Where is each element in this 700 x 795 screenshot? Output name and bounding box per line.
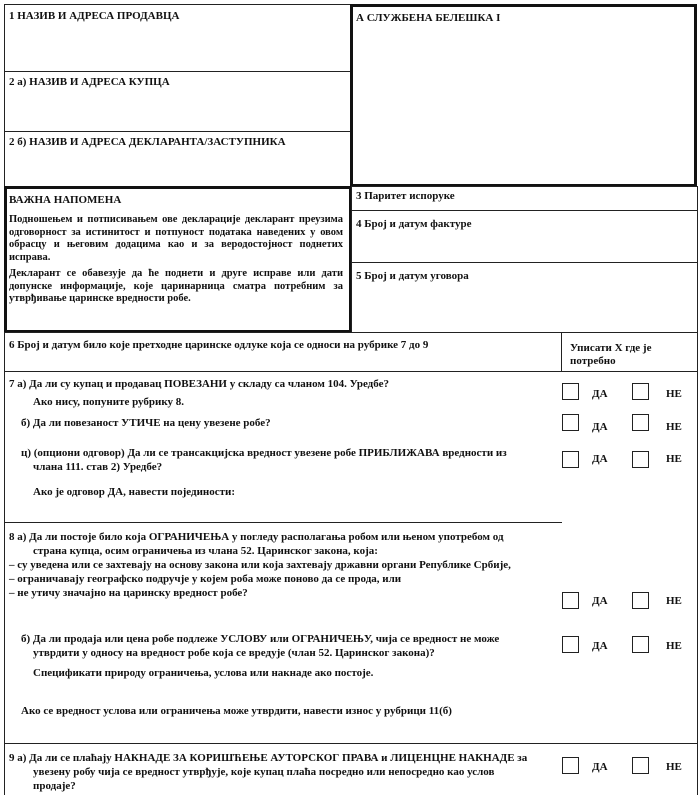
q7a-sub: Ако нису, попуните рубрику 8.	[33, 396, 185, 408]
q7b-yes-checkbox[interactable]	[562, 414, 579, 431]
q7a-yes-checkbox[interactable]	[562, 383, 579, 400]
q8b-no-checkbox[interactable]	[632, 636, 649, 653]
notice-title: ВАЖНА НАПОМЕНА	[9, 194, 122, 206]
section-7-bottom-line	[4, 522, 562, 523]
q7a-text: 7 а) Да ли су купац и продавац ПОВЕЗАНИ у складу са чланом 104. Уредбе?	[9, 378, 389, 390]
q8a-yes-checkbox[interactable]	[562, 592, 579, 609]
q7c-text-2: члана 111. став 2) Уредбе?	[33, 461, 163, 473]
q9a-no-label: НЕ	[666, 761, 682, 773]
field-4-label: 4 Број и датум фактуре	[356, 218, 472, 230]
q7a-no-checkbox[interactable]	[632, 383, 649, 400]
q8a-no-checkbox[interactable]	[632, 592, 649, 609]
field-6-box[interactable]	[4, 332, 562, 372]
q8b-yes-label: ДА	[592, 640, 608, 652]
q8a-text-1: 8 а) Да ли постоје било која ОГРАНИЧЕЊА у погледу располагања робом или њеном употребом од	[9, 531, 504, 543]
q7c-text-1: ц) (опциони одговор) Да ли се трансакцијска вредност увезене робе ПРИБЛИЖАВА вредности из	[21, 447, 507, 459]
q9a-text-2: увезену робу чија се вредност утврђује, које купац плаћа посредно или непосредно као услов	[33, 766, 495, 778]
q8a-list-2: – ограничавају географско подручје у којем роба може поново да се прода, или	[9, 573, 402, 585]
q8b-text-1: б) Да ли продаја или цена робе подлеже УСЛОВУ или ОГРАНИЧЕЊУ, чија се вредност не може	[21, 633, 500, 645]
section-right-border	[697, 371, 698, 795]
q7b-text: б) Да ли повезаност УТИЧЕ на цену увезене робе?	[21, 417, 271, 429]
official-note-box[interactable]	[350, 4, 697, 187]
section-left-border	[4, 371, 5, 795]
field-6-label: 6 Број и датум било које претходне царинске одлуке која се односи на рубрике 7 до 9	[9, 339, 429, 351]
notice-paragraph-2: Декларант се обавезује да ће поднети и друге исправе или дати допунске информације, које царинарница сматра потребним за утврђивање царинске вредности робе.	[9, 268, 343, 304]
q8b-text-2: утврдити у односу на вредност робе која се вредује (члан 52. Царинског закона)?	[33, 647, 435, 659]
q7a-yes-label: ДА	[592, 388, 608, 400]
q8a-list-1: – су уведена или се захтевају на основу закона или која захтевају државни органи Републике Србије,	[9, 559, 511, 571]
q8a-text-2: страна купца, осим ограничења из члана 52. Царинског закона, која:	[33, 545, 378, 557]
official-note-label: А СЛУЖБЕНА БЕЛЕШКА І	[356, 12, 501, 24]
q7b-no-checkbox[interactable]	[632, 414, 649, 431]
q8a-list-3: – не утичу значајно на царинску вредност робе?	[9, 587, 248, 599]
field-1-label: 1 НАЗИВ И АДРЕСА ПРОДАВЦА	[9, 10, 180, 22]
q7c-no-checkbox[interactable]	[632, 451, 649, 468]
q9a-no-checkbox[interactable]	[632, 757, 649, 774]
q7c-no-label: НЕ	[666, 453, 682, 465]
field-5-label: 5 Број и датум уговора	[356, 270, 469, 282]
field-2b-label: 2 б) НАЗИВ И АДРЕСА ДЕКЛАРАНТА/ЗАСТУПНИКА	[9, 136, 286, 148]
notice-paragraph-1: Подношењем и потписивањем ове декларације декларант преузима одговорност за истинитост и потпуност података наведених у овом обрасцу и његовим додацима као и за веродостојност поднетих исправа.	[9, 214, 343, 263]
q8a-no-label: НЕ	[666, 595, 682, 607]
q8b-sub: Спецификати природу ограничења, услова или накнаде ако постоје.	[33, 667, 374, 679]
q8b-yes-checkbox[interactable]	[562, 636, 579, 653]
q9a-text-1: 9 а) Да ли се плаћају НАКНАДЕ ЗА КОРИШЋЕЊЕ АУТОРСКОГ ПРАВА и ЛИЦЕНЦНЕ НАКНАДЕ за	[9, 752, 528, 764]
q7b-no-label: НЕ	[666, 421, 682, 433]
q9a-yes-checkbox[interactable]	[562, 757, 579, 774]
q8b-sub-2: Ако се вредност услова или ограничења може утврдити, навести износ у рубрици 11(б)	[21, 705, 452, 717]
q7a-no-label: НЕ	[666, 388, 682, 400]
q9a-yes-label: ДА	[592, 761, 608, 773]
field-2a-label: 2 а) НАЗИВ И АДРЕСА КУПЦА	[9, 76, 170, 88]
mark-note-text: Уписати X где је потребно	[570, 342, 652, 367]
q7c-yes-checkbox[interactable]	[562, 451, 579, 468]
q7c-sub: Ако је одговор ДА, навести појединости:	[33, 486, 236, 498]
section-8-bottom-line	[4, 743, 698, 744]
q7c-yes-label: ДА	[592, 453, 608, 465]
field-3-label: 3 Паритет испоруке	[356, 190, 455, 202]
q7b-yes-label: ДА	[592, 421, 608, 433]
q8a-yes-label: ДА	[592, 595, 608, 607]
q9a-text-3: продаје?	[33, 780, 76, 792]
q8b-no-label: НЕ	[666, 640, 682, 652]
